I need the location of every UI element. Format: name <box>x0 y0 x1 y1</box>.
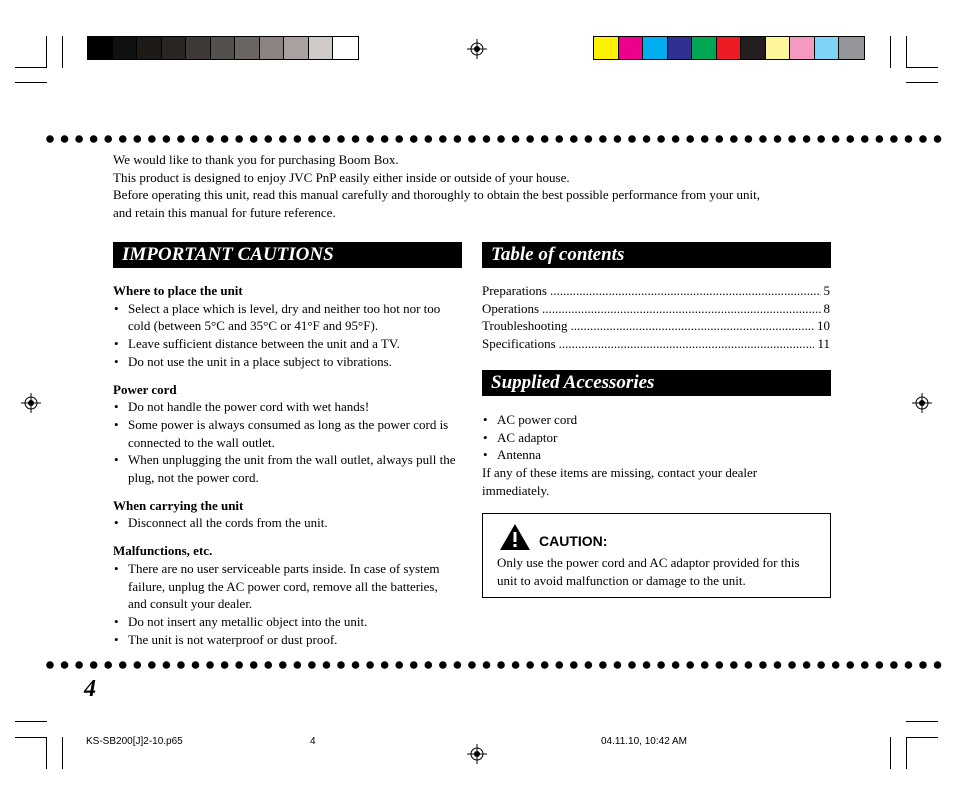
grayscale-calibration-bar <box>87 36 359 60</box>
dot <box>570 135 578 143</box>
toc-entry[interactable] <box>482 335 830 353</box>
dot <box>439 135 447 143</box>
toc-label: Preparations <box>482 283 547 298</box>
footer-filename: KS-SB200[J]2-10.p65 <box>86 736 183 747</box>
dot <box>614 135 622 143</box>
toc-label: Operations <box>482 300 540 316</box>
dot <box>803 135 811 143</box>
bullet-list <box>113 560 458 649</box>
list-item: • Do not use the unit in a place subject to vibrations. <box>113 353 458 371</box>
dot <box>395 135 403 143</box>
list-item: • When unplugging the unit from the wall outlet, always pull the plug, not the power cord. <box>113 451 458 486</box>
dot <box>512 661 520 669</box>
dot <box>585 661 593 669</box>
dot <box>716 135 724 143</box>
dot <box>541 661 549 669</box>
dot <box>468 135 476 143</box>
caution-title: CAUTION: <box>539 533 608 549</box>
color-swatch <box>717 37 742 59</box>
accessories-body <box>482 411 827 500</box>
dot <box>585 135 593 143</box>
dot <box>104 661 112 669</box>
dot <box>526 661 534 669</box>
dot <box>337 135 345 143</box>
dot <box>46 135 54 143</box>
toc-leader <box>559 335 815 353</box>
bullet-list <box>113 300 458 371</box>
dot <box>119 135 127 143</box>
toc-page: 10 <box>817 318 830 334</box>
dot <box>730 661 738 669</box>
list-item: • The unit is not waterproof or dust proof. <box>113 631 458 649</box>
dot <box>134 135 142 143</box>
dot <box>774 135 782 143</box>
color-swatch <box>137 37 162 59</box>
dot <box>61 661 69 669</box>
dot <box>163 135 171 143</box>
dot <box>75 661 83 669</box>
dot <box>250 135 258 143</box>
dot <box>104 135 112 143</box>
color-swatch <box>668 37 693 59</box>
color-swatch <box>186 37 211 59</box>
table-of-contents <box>482 282 830 353</box>
toc-label: Troubleshooting <box>482 318 568 334</box>
toc-entry[interactable] <box>482 282 830 300</box>
dot <box>846 135 854 143</box>
dot <box>919 135 927 143</box>
color-swatch <box>113 37 138 59</box>
dot <box>454 661 462 669</box>
dot <box>308 135 316 143</box>
dot <box>817 661 825 669</box>
dot <box>701 661 709 669</box>
list-item: • Select a place which is level, dry and neither too hot nor too cold (between 5°C and 35°C or 41°F and 95°F). <box>113 300 458 335</box>
dot <box>774 661 782 669</box>
dot <box>468 661 476 669</box>
dot <box>75 135 83 143</box>
dotted-rule <box>46 660 952 670</box>
accessories-heading: Supplied Accessories <box>482 370 831 396</box>
registration-mark-icon <box>467 744 487 764</box>
dot <box>745 661 753 669</box>
dot <box>279 135 287 143</box>
dot <box>643 135 651 143</box>
bullet-list <box>113 514 458 532</box>
color-swatch <box>839 37 864 59</box>
dot <box>817 135 825 143</box>
dot <box>323 661 331 669</box>
dot <box>832 661 840 669</box>
dot <box>366 661 374 669</box>
dot <box>294 661 302 669</box>
dot <box>628 135 636 143</box>
dot <box>323 135 331 143</box>
dot <box>337 661 345 669</box>
dot <box>832 135 840 143</box>
color-swatch <box>309 37 334 59</box>
registration-mark-icon <box>21 393 41 413</box>
caution-box <box>482 513 831 598</box>
toc-page: 8 <box>823 300 830 316</box>
dot <box>395 661 403 669</box>
color-swatch <box>741 37 766 59</box>
dot <box>221 661 229 669</box>
dot <box>410 135 418 143</box>
dot <box>425 135 433 143</box>
dot <box>381 135 389 143</box>
dot <box>861 661 869 669</box>
list-item: • There are no user serviceable parts inside. In case of system failure, unplug the AC power cord, remove all the batteries, and consult your dealer. <box>113 560 458 613</box>
toc-page: 11 <box>817 336 830 352</box>
list-item: • Disconnect all the cords from the unit. <box>113 514 458 532</box>
dot <box>46 661 54 669</box>
dot <box>686 135 694 143</box>
dot <box>294 135 302 143</box>
dot <box>905 661 913 669</box>
dot <box>628 661 636 669</box>
dot <box>672 135 680 143</box>
dot <box>759 661 767 669</box>
color-swatch <box>643 37 668 59</box>
intro-line: We would like to thank you for purchasing Boom Box. <box>113 152 399 167</box>
intro-paragraph <box>113 151 833 222</box>
list-item: • Do not handle the power cord with wet hands! <box>113 398 458 416</box>
dot <box>555 661 563 669</box>
dot <box>599 135 607 143</box>
section-heading: Malfunctions, etc. <box>113 543 213 559</box>
dot <box>497 661 505 669</box>
dot <box>876 135 884 143</box>
dot <box>119 661 127 669</box>
dot <box>686 661 694 669</box>
dot <box>177 661 185 669</box>
dot <box>308 661 316 669</box>
cautions-heading: IMPORTANT CAUTIONS <box>113 242 462 268</box>
accessories-note: If any of these items are missing, contact your dealer immediately. <box>482 465 758 498</box>
dot <box>352 661 360 669</box>
color-swatch <box>162 37 187 59</box>
dot <box>163 661 171 669</box>
list-item: • AC adaptor <box>482 429 827 447</box>
list-item: • Antenna <box>482 446 827 464</box>
color-swatch <box>211 37 236 59</box>
dot <box>890 135 898 143</box>
dot <box>905 135 913 143</box>
bullet-list <box>113 398 458 487</box>
dot <box>381 661 389 669</box>
dot <box>730 135 738 143</box>
registration-mark-icon <box>467 39 487 59</box>
dot <box>366 135 374 143</box>
dot <box>192 135 200 143</box>
dot <box>861 135 869 143</box>
warning-icon <box>499 523 531 551</box>
dot <box>846 661 854 669</box>
toc-heading: Table of contents <box>482 242 831 268</box>
dot <box>235 661 243 669</box>
color-swatch <box>333 37 358 59</box>
dot <box>934 661 942 669</box>
section-heading: Power cord <box>113 381 177 397</box>
dot <box>410 661 418 669</box>
dot <box>264 661 272 669</box>
dot <box>148 135 156 143</box>
toc-leader <box>570 317 814 335</box>
footer-page: 4 <box>310 736 316 747</box>
dot <box>919 661 927 669</box>
dot <box>264 135 272 143</box>
caution-title-row <box>499 523 607 551</box>
toc-leader <box>550 282 821 300</box>
list-item: • Leave sufficient distance between the unit and a TV. <box>113 335 458 353</box>
color-calibration-bar <box>593 36 865 60</box>
dot <box>206 135 214 143</box>
color-swatch <box>619 37 644 59</box>
color-swatch <box>235 37 260 59</box>
dot <box>934 135 942 143</box>
dot <box>541 135 549 143</box>
caution-text: Only use the power cord and AC adaptor provided for this unit to avoid malfunction or damage to the unit. <box>497 555 800 588</box>
dot <box>876 661 884 669</box>
dot <box>250 661 258 669</box>
color-swatch <box>692 37 717 59</box>
dot <box>759 135 767 143</box>
dot <box>672 661 680 669</box>
cautions-body <box>113 282 458 648</box>
dot <box>454 135 462 143</box>
dot <box>425 661 433 669</box>
dot <box>90 135 98 143</box>
color-swatch <box>790 37 815 59</box>
bullet-list <box>482 411 827 464</box>
dot <box>279 661 287 669</box>
dot <box>235 135 243 143</box>
intro-line: Before operating this unit, read this manual carefully and thoroughly to obtain the best possible performance from your unit, <box>113 187 760 203</box>
registration-mark-icon <box>912 393 932 413</box>
dot <box>803 661 811 669</box>
color-swatch <box>815 37 840 59</box>
toc-entry[interactable] <box>482 317 830 335</box>
dot <box>555 135 563 143</box>
toc-entry[interactable] <box>482 300 830 318</box>
dot <box>206 661 214 669</box>
color-swatch <box>766 37 791 59</box>
dot <box>745 135 753 143</box>
dot <box>643 661 651 669</box>
dot <box>570 661 578 669</box>
footer-timestamp: 04.11.10, 10:42 AM <box>601 736 687 747</box>
dot <box>788 661 796 669</box>
dot <box>61 135 69 143</box>
toc-label: Specifications <box>482 336 556 352</box>
dot <box>657 135 665 143</box>
intro-line: and retain this manual for future reference. <box>113 205 336 221</box>
dot <box>439 661 447 669</box>
dot <box>483 661 491 669</box>
dot <box>716 661 724 669</box>
list-item: • AC power cord <box>482 411 827 429</box>
dot <box>177 135 185 143</box>
dot <box>890 661 898 669</box>
dotted-rule <box>46 134 952 144</box>
toc-leader <box>542 300 820 318</box>
dot <box>701 135 709 143</box>
color-swatch <box>594 37 619 59</box>
dot <box>526 135 534 143</box>
dot <box>788 135 796 143</box>
dot <box>221 135 229 143</box>
list-item: • Some power is always consumed as long as the power cord is connected to the wall outlet. <box>113 416 458 451</box>
dot <box>90 661 98 669</box>
dot <box>497 135 505 143</box>
toc-page: 5 <box>823 283 830 298</box>
dot <box>614 661 622 669</box>
section-heading: Where to place the unit <box>113 283 243 298</box>
dot <box>657 661 665 669</box>
intro-line: This product is designed to enjoy JVC PnP easily either inside or outside of your house. <box>113 169 570 185</box>
dot <box>512 135 520 143</box>
color-swatch <box>284 37 309 59</box>
color-swatch <box>260 37 285 59</box>
color-swatch <box>88 37 113 59</box>
dot <box>483 135 491 143</box>
list-item: • Do not insert any metallic object into the unit. <box>113 613 458 631</box>
page-number: 4 <box>84 676 96 702</box>
dot <box>192 661 200 669</box>
dot <box>134 661 142 669</box>
dot <box>352 135 360 143</box>
section-heading: When carrying the unit <box>113 497 244 513</box>
dot <box>599 661 607 669</box>
dot <box>148 661 156 669</box>
